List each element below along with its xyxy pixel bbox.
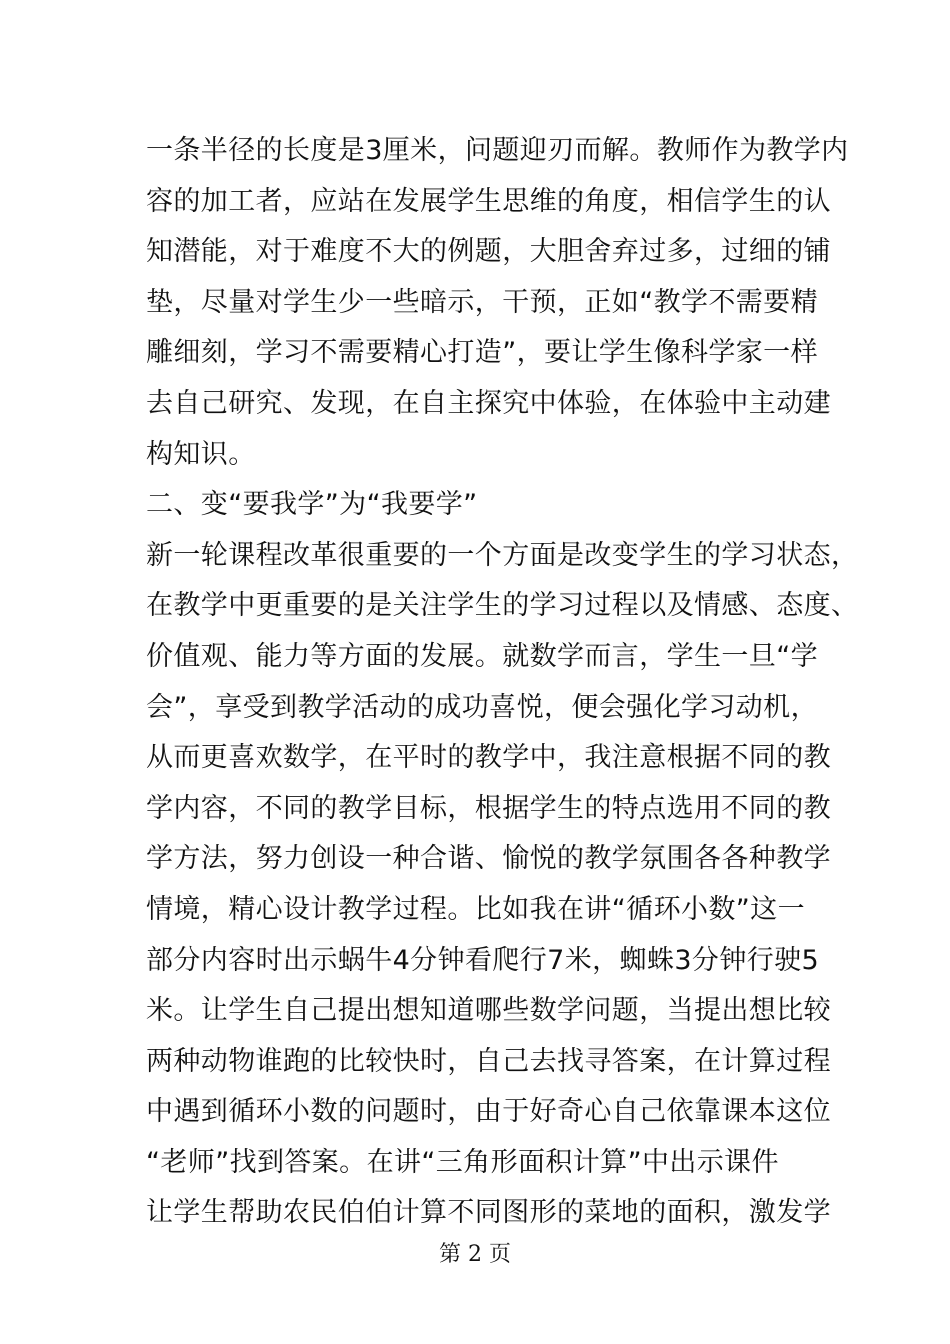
text-line: 雕细刻，学习不需要精心打造”，要让学生像科学家一样 (146, 337, 818, 369)
text-line: 一条半径的长度是3厘米，问题迎刃而解。教师作为教学内 (146, 135, 849, 166)
text-line: 知潜能，对于难度不大的例题，大胆舍弃过多，过细的铺 (146, 236, 831, 268)
text-line: 部分内容时出示蜗牛4分钟看爬行7米，蜘蛛3分钟行驶5 (146, 944, 820, 976)
text-line: 学方法，努力创设一种合谐、愉悦的教学氛围各各种教学 (146, 843, 831, 875)
text-line: 让学生帮助农民伯伯计算不同图形的菜地的面积，激发学 (146, 1197, 831, 1229)
text-line: 在教学中更重要的是关注学生的学习过程以及情感、态度、 (146, 590, 859, 622)
text-line: 情境，精心设计教学过程。比如我在讲“循环小数”这一 (146, 893, 805, 925)
text-line: 垫，尽量对学生少一些暗示，干预，正如“教学不需要精 (146, 286, 818, 318)
text-line: 容的加工者，应站在发展学生思维的角度，相信学生的认 (146, 185, 831, 217)
text-line: 会”，享受到教学活动的成功喜悦，便会强化学习动机， (146, 691, 818, 723)
text-line: 构知识。 (146, 438, 256, 470)
text-line: 价值观、能力等方面的发展。就数学而言，学生一旦“学 (146, 640, 818, 672)
text-line: 去自己研究、发现，在自主探究中体验，在体验中主动建 (146, 387, 831, 419)
text-line: 米。让学生自己提出想知道哪些数学问题，当提出想比较 (146, 995, 831, 1027)
text-line: 中遇到循环小数的问题时，由于好奇心自己依靠课本这位 (146, 1096, 831, 1128)
document-body (146, 128, 859, 1241)
text-line: 新一轮课程改革很重要的一个方面是改变学生的学习状态， (146, 539, 859, 571)
page-number: 第 2 页 (439, 1242, 511, 1267)
text-line: “老师”找到答案。在讲“三角形面积计算”中出示课件 (146, 1146, 779, 1178)
text-line: 从而更喜欢数学，在平时的教学中，我注意根据不同的教 (146, 742, 831, 774)
text-line: 两种动物谁跑的比较快时，自己去找寻答案，在计算过程 (146, 1045, 831, 1077)
section-heading: 二、变“要我学”为“我要学” (146, 489, 478, 521)
text-line: 学内容，不同的教学目标，根据学生的特点选用不同的教 (146, 792, 831, 824)
